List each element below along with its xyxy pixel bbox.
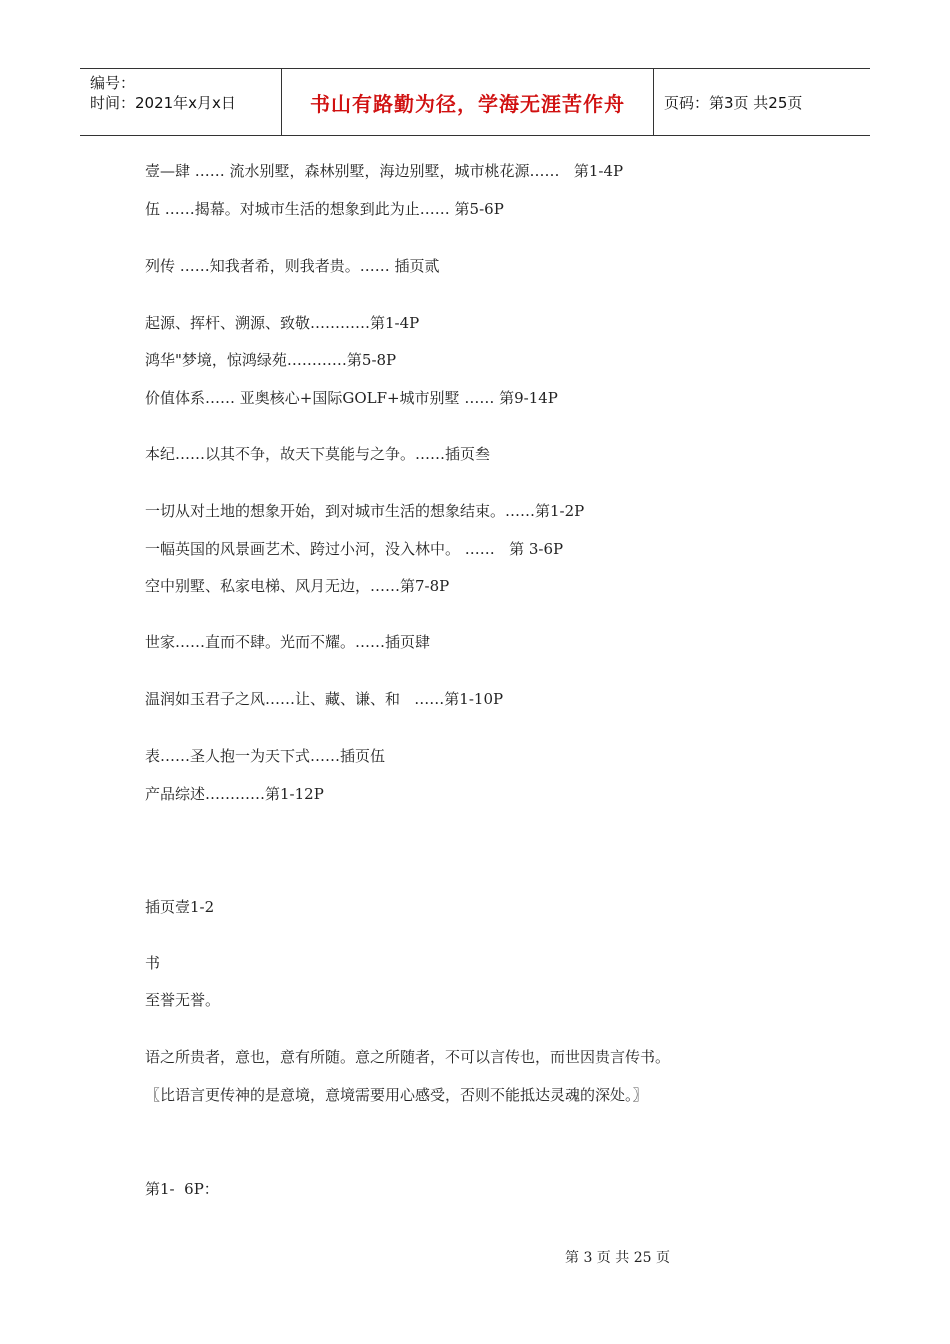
header-meta-cell <box>80 69 282 135</box>
toc-line: 一幅英国的风景画艺术、跨过小河，没入林中。 …… 第 3-6P <box>145 540 564 558</box>
document-header <box>80 68 870 136</box>
body-text: 〖比语言更传神的是意境，意境需要用心感受，否则不能抵达灵魂的深处。〗 <box>145 1086 648 1104</box>
body-text: 至誉无誉。 <box>145 991 221 1009</box>
toc-line: 壹—肆 …… 流水别墅，森林别墅，海边别墅，城市桃花源…… 第1-4P <box>145 162 624 180</box>
toc-section-heading: 表……圣人抱一为天下式……插页伍 <box>145 747 386 765</box>
page-footer: 第 3 页 共 25 页 <box>565 1250 670 1266</box>
toc-line: 温润如玉君子之风……让、藏、谦、和 ……第1-10P <box>145 690 504 708</box>
toc-section-heading: 本纪……以其不争，故天下莫能与之争。……插页叁 <box>145 445 491 463</box>
header-page-label: 页码：第3页 共25页 <box>664 93 803 112</box>
toc-line: 产品综述…………第1-12P <box>145 785 324 803</box>
toc-section-heading: 列传 ……知我者希，则我者贵。…… 插页贰 <box>145 257 440 275</box>
toc-line: 鸿华"梦境，惊鸿绿苑…………第5-8P <box>145 351 397 369</box>
document-number-label: 编号： <box>90 74 136 92</box>
body-text: 第1- 6P： <box>145 1180 219 1198</box>
toc-line: 一切从对土地的想象开始，到对城市生活的想象结束。……第1-2P <box>145 502 585 520</box>
toc-line: 价值体系…… 亚奥核心+国际GOLF+城市别墅 …… 第9-14P <box>145 389 558 407</box>
insert-page-title: 插页壹1-2 <box>145 898 215 916</box>
document-date-label: 时间：2021年x月x日 <box>90 94 236 112</box>
toc-line: 起源、挥杆、溯源、致敬…………第1-4P <box>145 314 420 332</box>
header-motto: 书山有路勤为径，学海无涯苦作舟 <box>282 69 654 135</box>
toc-line: 空中别墅、私家电梯、风月无边，……第7-8P <box>145 577 450 595</box>
body-text: 书 <box>145 954 161 972</box>
toc-line: 伍 ……揭幕。对城市生活的想象到此为止…… 第5-6P <box>145 200 504 218</box>
toc-section-heading: 世家……直而不肆。光而不耀。……插页肆 <box>145 633 431 651</box>
body-text: 语之所贵者，意也，意有所随。意之所随者，不可以言传也，而世因贵言传书。 <box>145 1048 671 1066</box>
